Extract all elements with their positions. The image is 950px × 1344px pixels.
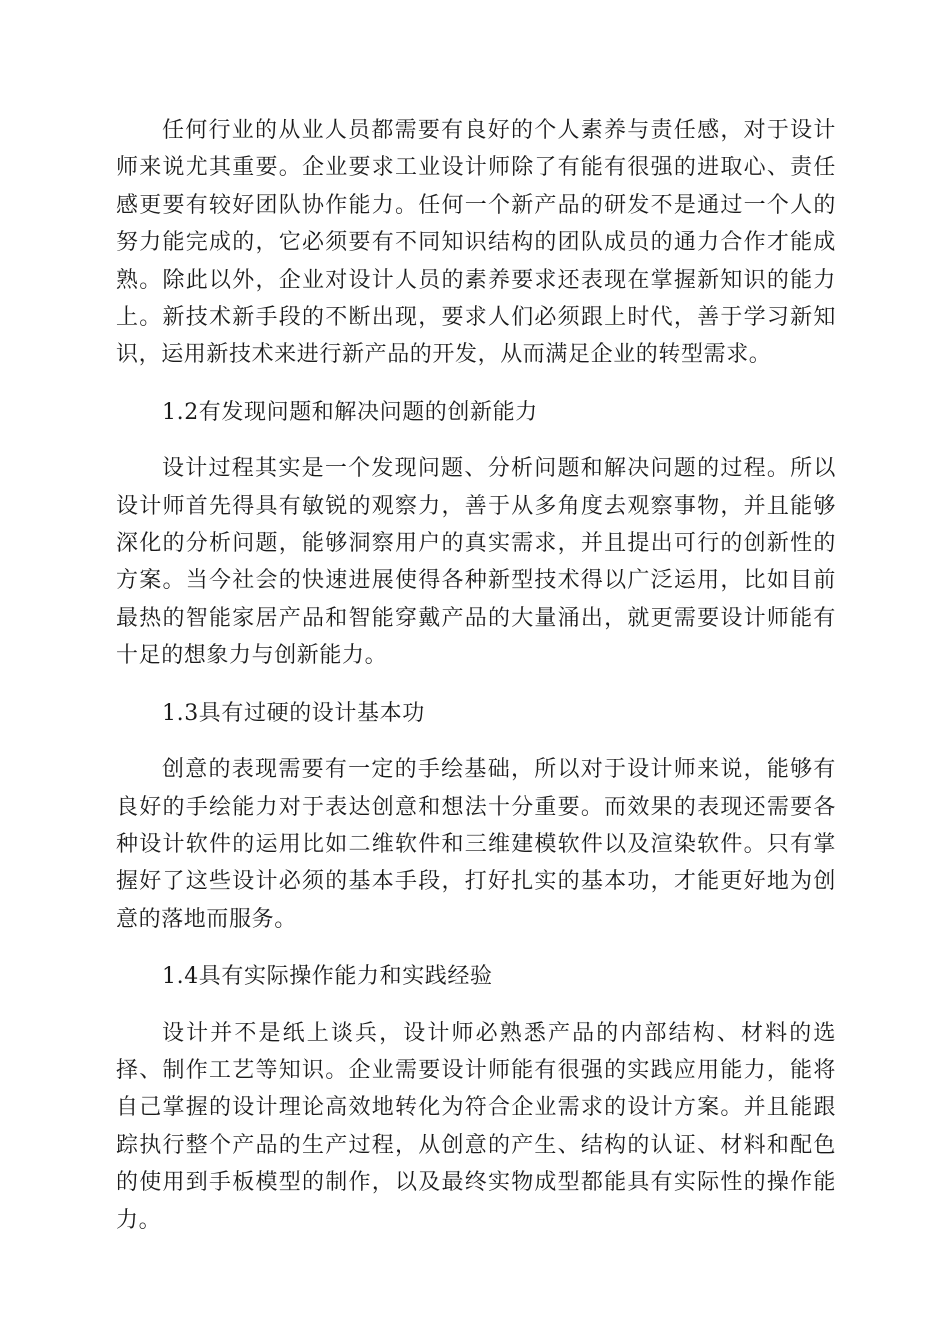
section-heading-1-4: 1.4具有实际操作能力和实践经验 (162, 964, 493, 990)
paragraph-design-fundamentals: 创意的表现需要有一定的手绘基础，所以对于设计师来说，能够有良好的手绘能力对于表达创意和想法十分重要。而效果的表现还需要各种设计软件的运用比如二维软件和三维建模软件以及渲染软件。只有掌握好了这些设计必须的基本手段，打好扎实的基本功，才能更好地为创意的落地而服务。 (116, 757, 836, 932)
section-heading-1-2: 1.2有发现问题和解决问题的创新能力 (162, 399, 538, 425)
paragraph-professional-quality: 任何行业的从业人员都需要有良好的个人素养与责任感，对于设计师来说尤其重要。企业要求工业设计师除了有能有很强的进取心、责任感更要有较好团队协作能力。任何一个新产品的研发不是通过一个人的努力能完成的，它必须要有不同知识结构的团队成员的通力合作才能成熟。除此以外，企业对设计人员的素养要求还表现在掌握新知识的能力上。新技术新手段的不断出现，要求人们必须跟上时代，善于学习新知识，运用新技术来进行新产品的开发，从而满足企业的转型需求。 (116, 118, 836, 368)
document-body (116, 112, 836, 1239)
section-heading-1-3: 1.3具有过硬的设计基本功 (162, 700, 425, 726)
paragraph-practical-experience: 设计并不是纸上谈兵，设计师必熟悉产品的内部结构、材料的选择、制作工艺等知识。企业需要设计师能有很强的实践应用能力，能将自己掌握的设计理论高效地转化为符合企业需求的设计方案。并且能跟踪执行整个产品的生产过程，从创意的产生、结构的认证、材料和配色的使用到手板模型的制作，以及最终实物成型都能具有实际性的操作能力。 (116, 1020, 836, 1233)
paragraph-innovation-ability: 设计过程其实是一个发现问题、分析问题和解决问题的过程。所以设计师首先得具有敏锐的观察力，善于从多角度去观察事物，并且能够深化的分析问题，能够洞察用户的真实需求，并且提出可行的创新性的方案。当今社会的快速进展使得各种新型技术得以广泛运用，比如目前最热的智能家居产品和智能穿戴产品的大量涌出，就更需要设计师能有十足的想象力与创新能力。 (116, 456, 836, 669)
